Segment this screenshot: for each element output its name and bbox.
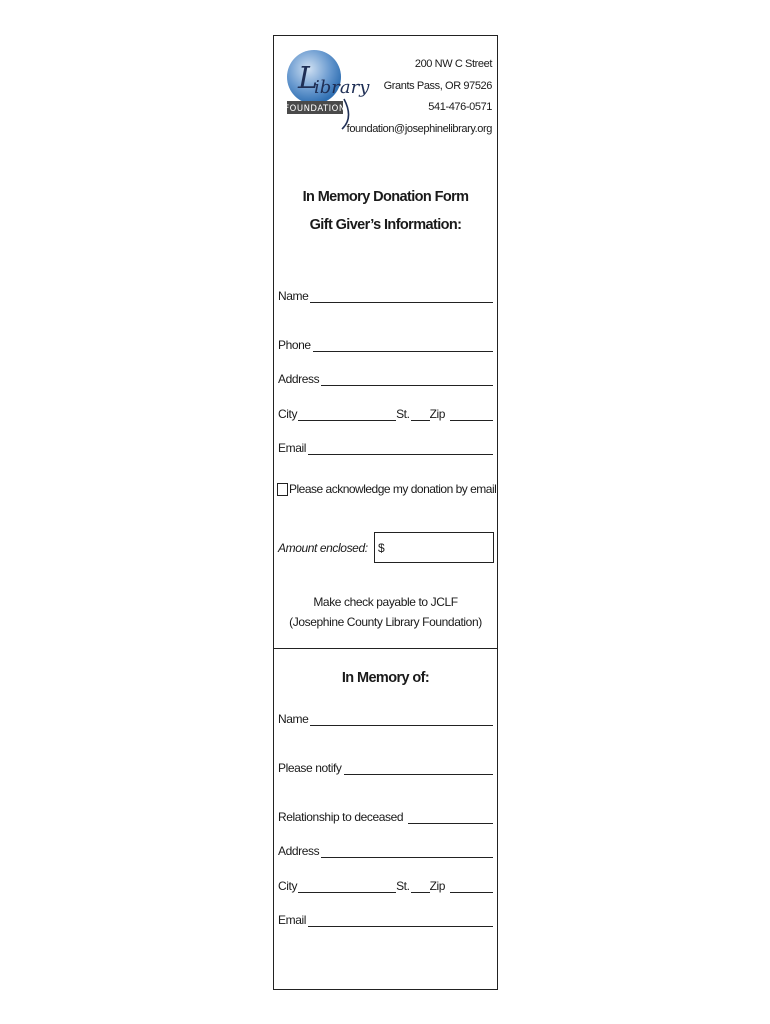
field-label: Phone — [278, 338, 311, 352]
notify-address-field[interactable] — [278, 842, 493, 858]
fill-line[interactable] — [321, 845, 493, 858]
giver-address-field[interactable] — [278, 370, 493, 386]
deceased-name-field[interactable] — [278, 710, 493, 726]
field-label: St. — [396, 879, 410, 893]
relationship-field[interactable] — [278, 808, 493, 824]
city-state-zip: Grants Pass, OR 97526 — [383, 79, 492, 92]
in-memory-of-heading: In Memory of: — [341, 670, 430, 686]
giver-email-field[interactable] — [278, 439, 493, 455]
city-line[interactable] — [298, 880, 396, 893]
library-foundation-logo — [284, 43, 370, 135]
organization-address — [347, 54, 492, 140]
field-label: Name — [278, 712, 309, 726]
notify-email-field[interactable] — [278, 911, 493, 927]
field-label: Email — [278, 441, 307, 455]
fill-line[interactable] — [313, 339, 493, 352]
svg-text:L: L — [298, 61, 318, 96]
donation-form — [273, 35, 498, 990]
amount-label: Amount enclosed: — [278, 540, 368, 555]
payable-line-2: (Josephine County Library Foundation) — [289, 615, 482, 629]
field-label: St. — [396, 407, 410, 421]
fill-line[interactable] — [310, 290, 493, 303]
svg-text:ibrary: ibrary — [314, 77, 370, 98]
payable-note — [274, 592, 497, 632]
notify-city-state-zip-field[interactable] — [278, 877, 493, 893]
field-label: Address — [278, 372, 320, 386]
section-divider — [274, 648, 497, 649]
street-address: 200 NW C Street — [414, 58, 492, 70]
zip-line[interactable] — [450, 880, 493, 893]
acknowledge-checkbox[interactable] — [277, 483, 288, 496]
please-notify-field[interactable] — [278, 759, 493, 775]
state-line[interactable] — [411, 880, 430, 893]
amount-input[interactable] — [374, 532, 494, 563]
fill-line[interactable] — [344, 762, 493, 775]
field-label: Relationship to deceased — [278, 810, 404, 824]
gift-giver-heading: Gift Giver’s Information: — [309, 217, 462, 233]
fill-line[interactable] — [408, 811, 493, 824]
giver-phone-field[interactable] — [278, 336, 493, 352]
state-line[interactable] — [411, 408, 430, 421]
field-label: Address — [278, 844, 320, 858]
field-label: Zip — [429, 879, 446, 893]
acknowledge-email-option[interactable] — [277, 482, 496, 496]
fill-line[interactable] — [321, 373, 493, 386]
form-title: In Memory Donation Form — [302, 189, 469, 205]
email-address: foundation@josephinelibrary.org — [346, 122, 492, 135]
field-label: Please notify — [278, 761, 342, 775]
zip-line[interactable] — [450, 408, 493, 421]
fill-line[interactable] — [310, 713, 493, 726]
field-label: Email — [278, 913, 307, 927]
amount-enclosed-row — [278, 532, 494, 563]
fill-line[interactable] — [308, 442, 493, 455]
city-line[interactable] — [298, 408, 396, 421]
svg-text:FOUNDATION: FOUNDATION — [284, 104, 346, 114]
dollar-sign: $ — [378, 540, 385, 555]
field-label: City — [278, 407, 298, 421]
payable-line-1: Make check payable to JCLF — [313, 595, 458, 609]
fill-line[interactable] — [308, 914, 493, 927]
giver-city-state-zip-field[interactable] — [278, 405, 493, 421]
field-label: Zip — [429, 407, 446, 421]
giver-name-field[interactable] — [278, 287, 493, 303]
field-label: City — [278, 879, 298, 893]
phone-number: 541-476-0571 — [428, 101, 492, 113]
acknowledge-label: Please acknowledge my donation by email — [289, 482, 497, 496]
field-label: Name — [278, 289, 309, 303]
